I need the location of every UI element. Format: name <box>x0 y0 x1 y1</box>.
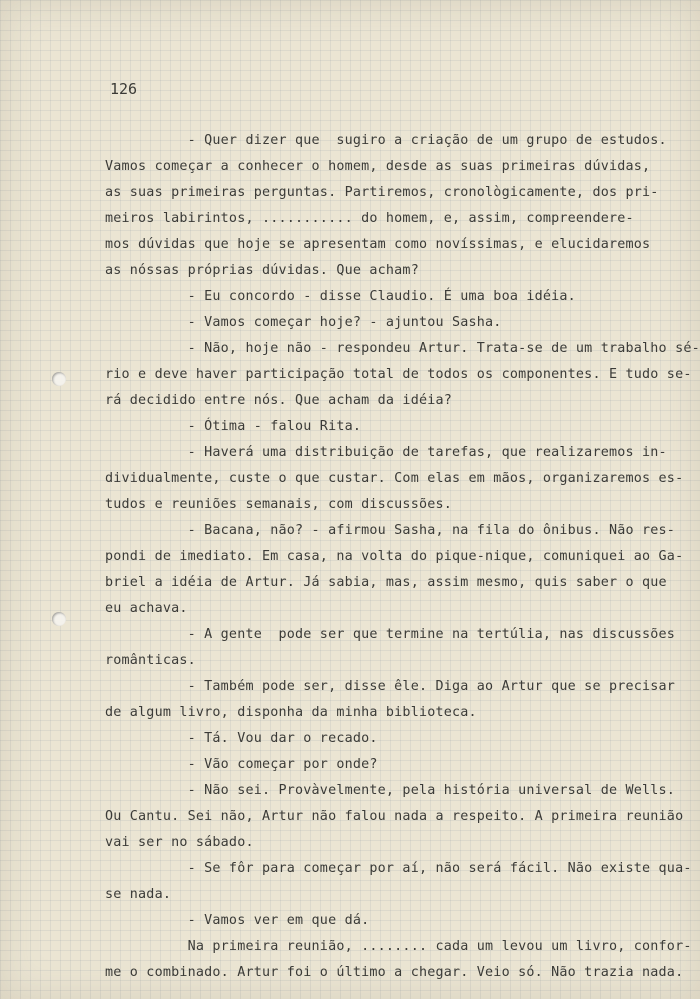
punch-hole-top <box>52 372 66 386</box>
text-line: - Ótima - falou Rita. <box>105 419 362 434</box>
text-line: - Quer dizer que sugiro a criação de um grupo de estudos. <box>105 133 667 148</box>
text-line: as suas primeiras perguntas. Partiremos, cronològicamente, dos pri- <box>105 185 659 200</box>
text-line: eu achava. <box>105 601 188 616</box>
text-line: Vamos começar a conhecer o homem, desde as suas primeiras dúvidas, <box>105 159 651 174</box>
text-line: rio e deve haver participação total de todos os componentes. E tudo se- <box>105 367 692 382</box>
text-line: - Bacana, não? - afirmou Sasha, na fila do ônibus. Não res- <box>105 523 676 538</box>
text-line: - Se fôr para começar por aí, não será fácil. Não existe qua- <box>105 861 692 876</box>
page-number: 126 <box>110 80 138 98</box>
text-line: tudos e reuniões semanais, com discussões. <box>105 497 452 512</box>
text-line: - Haverá uma distribuição de tarefas, que realizaremos in- <box>105 445 667 460</box>
text-line: Ou Cantu. Sei não, Artur não falou nada a respeito. A primeira reunião <box>105 809 684 824</box>
text-line: pondi de imediato. Em casa, na volta do pique-nique, comuniquei ao Ga- <box>105 549 684 564</box>
text-line: as nóssas próprias dúvidas. Que acham? <box>105 263 419 278</box>
text-line: - Tá. Vou dar o recado. <box>105 731 378 746</box>
text-line: - Vão começar por onde? <box>105 757 378 772</box>
text-line: - Também pode ser, disse êle. Diga ao Artur que se precisar <box>105 679 676 694</box>
text-line: - A gente pode ser que termine na tertúlia, nas discussões <box>105 627 676 642</box>
text-line: briel a idéia de Artur. Já sabia, mas, assim mesmo, quis saber o que <box>105 575 667 590</box>
text-line: mos dúvidas que hoje se apresentam como novíssimas, e elucidaremos <box>105 237 651 252</box>
text-line: rá decidido entre nós. Que acham da idéia? <box>105 393 452 408</box>
text-line: me o combinado. Artur foi o último a chegar. Veio só. Não trazia nada. <box>105 965 684 980</box>
text-line: - Vamos ver em que dá. <box>105 913 370 928</box>
text-line: - Não, hoje não - respondeu Artur. Trata-se de um trabalho sé- <box>105 341 700 356</box>
text-line: meiros labirintos, ........... do homem, e, assim, compreendere- <box>105 211 634 226</box>
text-line: se nada. <box>105 887 172 902</box>
text-line: - Eu concordo - disse Claudio. É uma boa idéia. <box>105 289 576 304</box>
text-line: românticas. <box>105 653 196 668</box>
text-line: de algum livro, disponha da minha biblioteca. <box>105 705 477 720</box>
text-line: - Não sei. Provàvelmente, pela história universal de Wells. <box>105 783 676 798</box>
text-line: dividualmente, custe o que custar. Com elas em mãos, organizaremos es- <box>105 471 684 486</box>
text-line: - Vamos começar hoje? - ajuntou Sasha. <box>105 315 502 330</box>
text-line: Na primeira reunião, ........ cada um levou um livro, confor- <box>105 939 692 954</box>
punch-hole-bottom <box>52 612 66 626</box>
text-line: vai ser no sábado. <box>105 835 254 850</box>
